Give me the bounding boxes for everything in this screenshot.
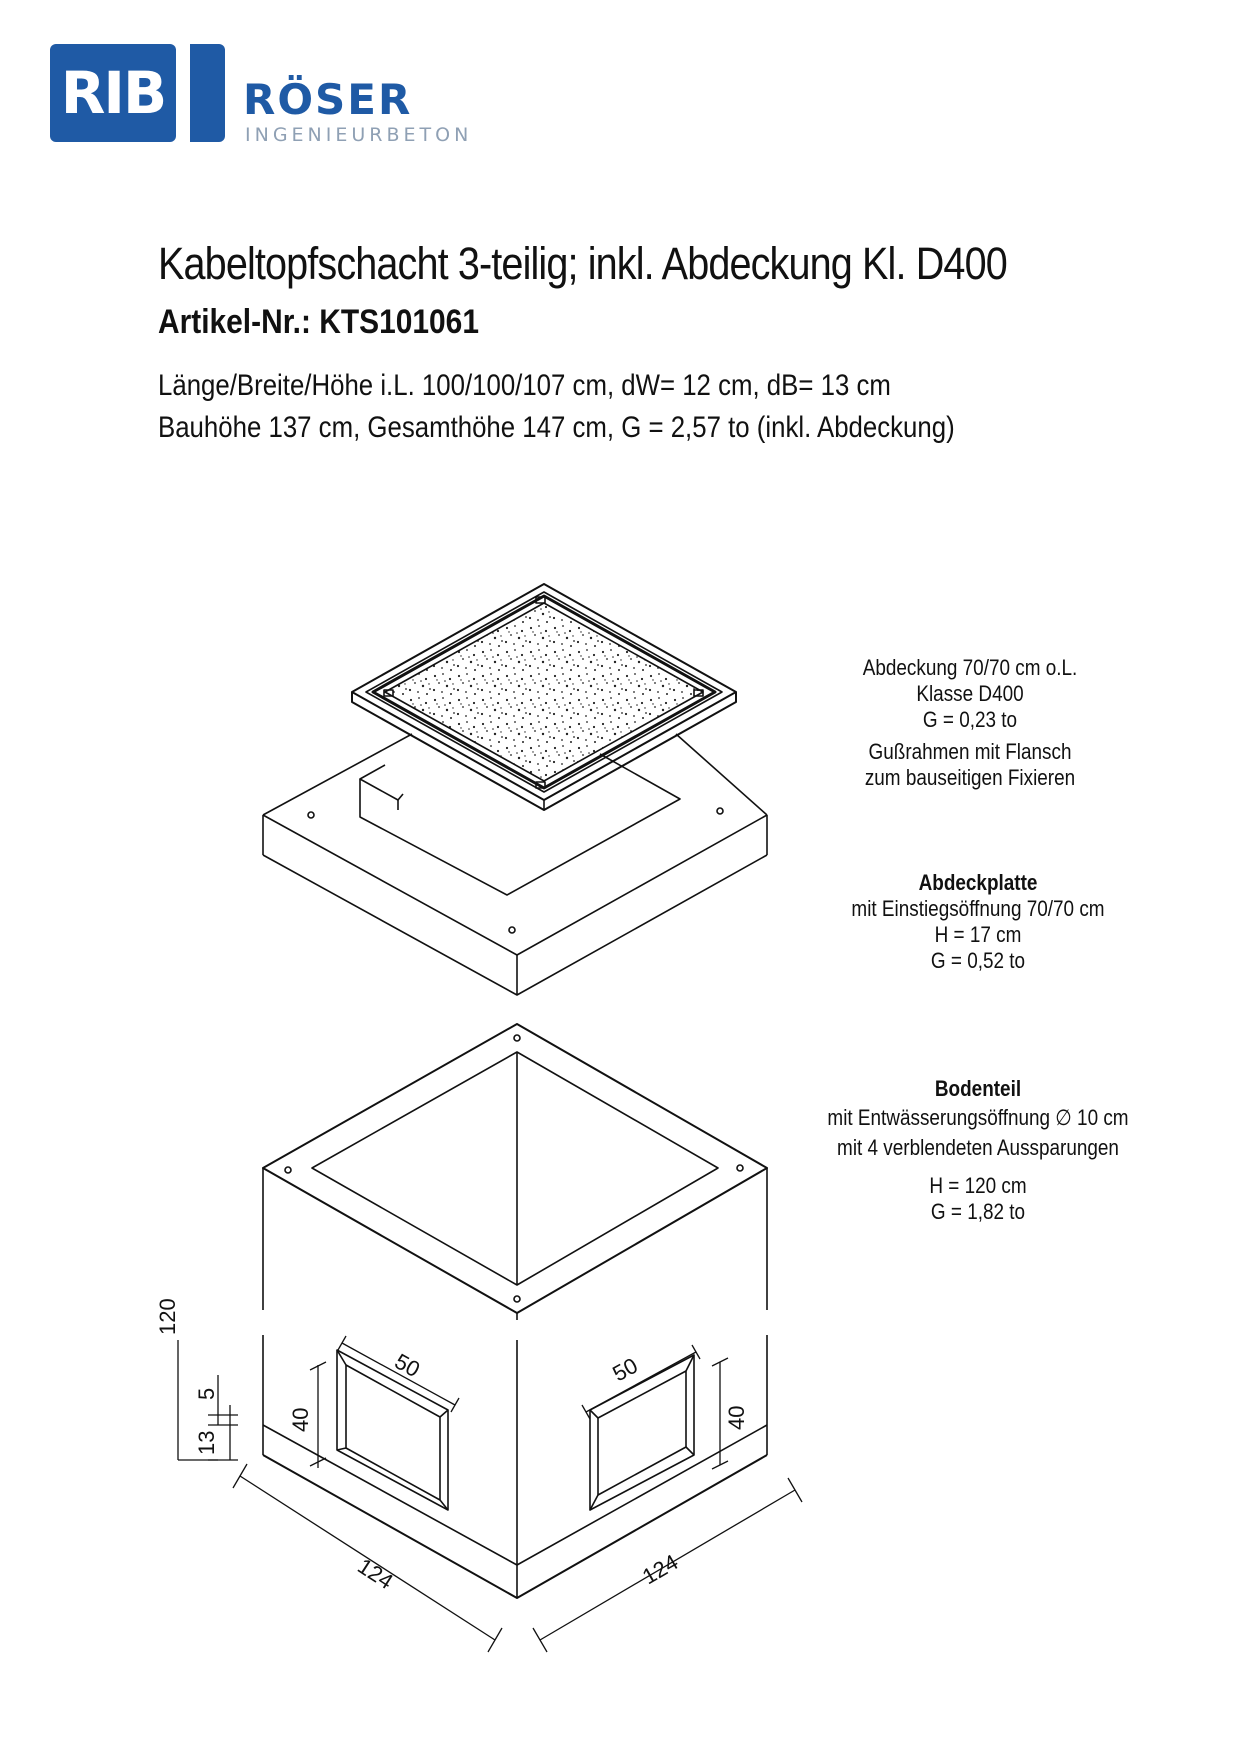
base-height: H = 120 cm: [929, 1173, 1027, 1198]
plate-label: [806, 870, 1150, 974]
dim-opening-top-5: 5: [194, 1387, 219, 1400]
base-drainage: mit Entwässerungsöffnung ∅ 10 cm: [827, 1105, 1129, 1130]
cover-class: Klasse D400: [916, 681, 1024, 706]
logo-name: RÖSER: [243, 75, 413, 124]
dim-length-left: 124: [353, 1553, 398, 1595]
base-weight: G = 1,82 to: [930, 1199, 1026, 1224]
plate-name: Abdeckplatte: [918, 870, 1038, 895]
base-name: Bodenteil: [934, 1076, 1022, 1101]
dim-height-120: 120: [155, 1298, 180, 1335]
dim-opening-height-left: 40: [288, 1407, 313, 1432]
dim-opening-height-right: 40: [724, 1405, 749, 1430]
logo-mark: RIB: [60, 59, 166, 127]
dim-floor-13: 13: [194, 1430, 219, 1455]
dim-length-right: 124: [638, 1549, 683, 1590]
cover-drawing: [352, 584, 736, 810]
cover-size: Abdeckung 70/70 cm o.L.: [862, 655, 1078, 680]
plate-opening: mit Einstiegsöffnung 70/70 cm: [851, 896, 1105, 921]
cover-frame: Gußrahmen mit Flansch: [868, 739, 1072, 764]
plate-height: H = 17 cm: [934, 922, 1022, 947]
base-drawing: [263, 1024, 767, 1598]
article-number: Artikel-Nr.: KTS101061: [158, 303, 479, 341]
dimension-lines: [178, 1336, 802, 1652]
plate-weight: G = 0,52 to: [930, 948, 1026, 973]
cover-frame-note: zum bauseitigen Fixieren: [864, 765, 1076, 790]
cover-label: [798, 655, 1142, 791]
cover-weight: G = 0,23 to: [922, 707, 1018, 732]
dim-opening-width-right: 50: [608, 1352, 642, 1387]
base-label: [806, 1076, 1150, 1225]
logo-tagline: INGENIEURBETON: [245, 124, 473, 146]
page-title: Kabeltopfschacht 3-teilig; inkl. Abdeckung Kl. D400: [158, 238, 1007, 289]
dim-opening-width-left: 50: [390, 1348, 425, 1383]
base-recesses: mit 4 verblendeten Aussparungen: [837, 1135, 1119, 1160]
spec-dimensions: Länge/Breite/Höhe i.L. 100/100/107 cm, dW= 12 cm, dB= 13 cm: [158, 369, 891, 402]
spec-weights: Bauhöhe 137 cm, Gesamthöhe 147 cm, G = 2,57 to (inkl. Abdeckung): [158, 411, 955, 444]
